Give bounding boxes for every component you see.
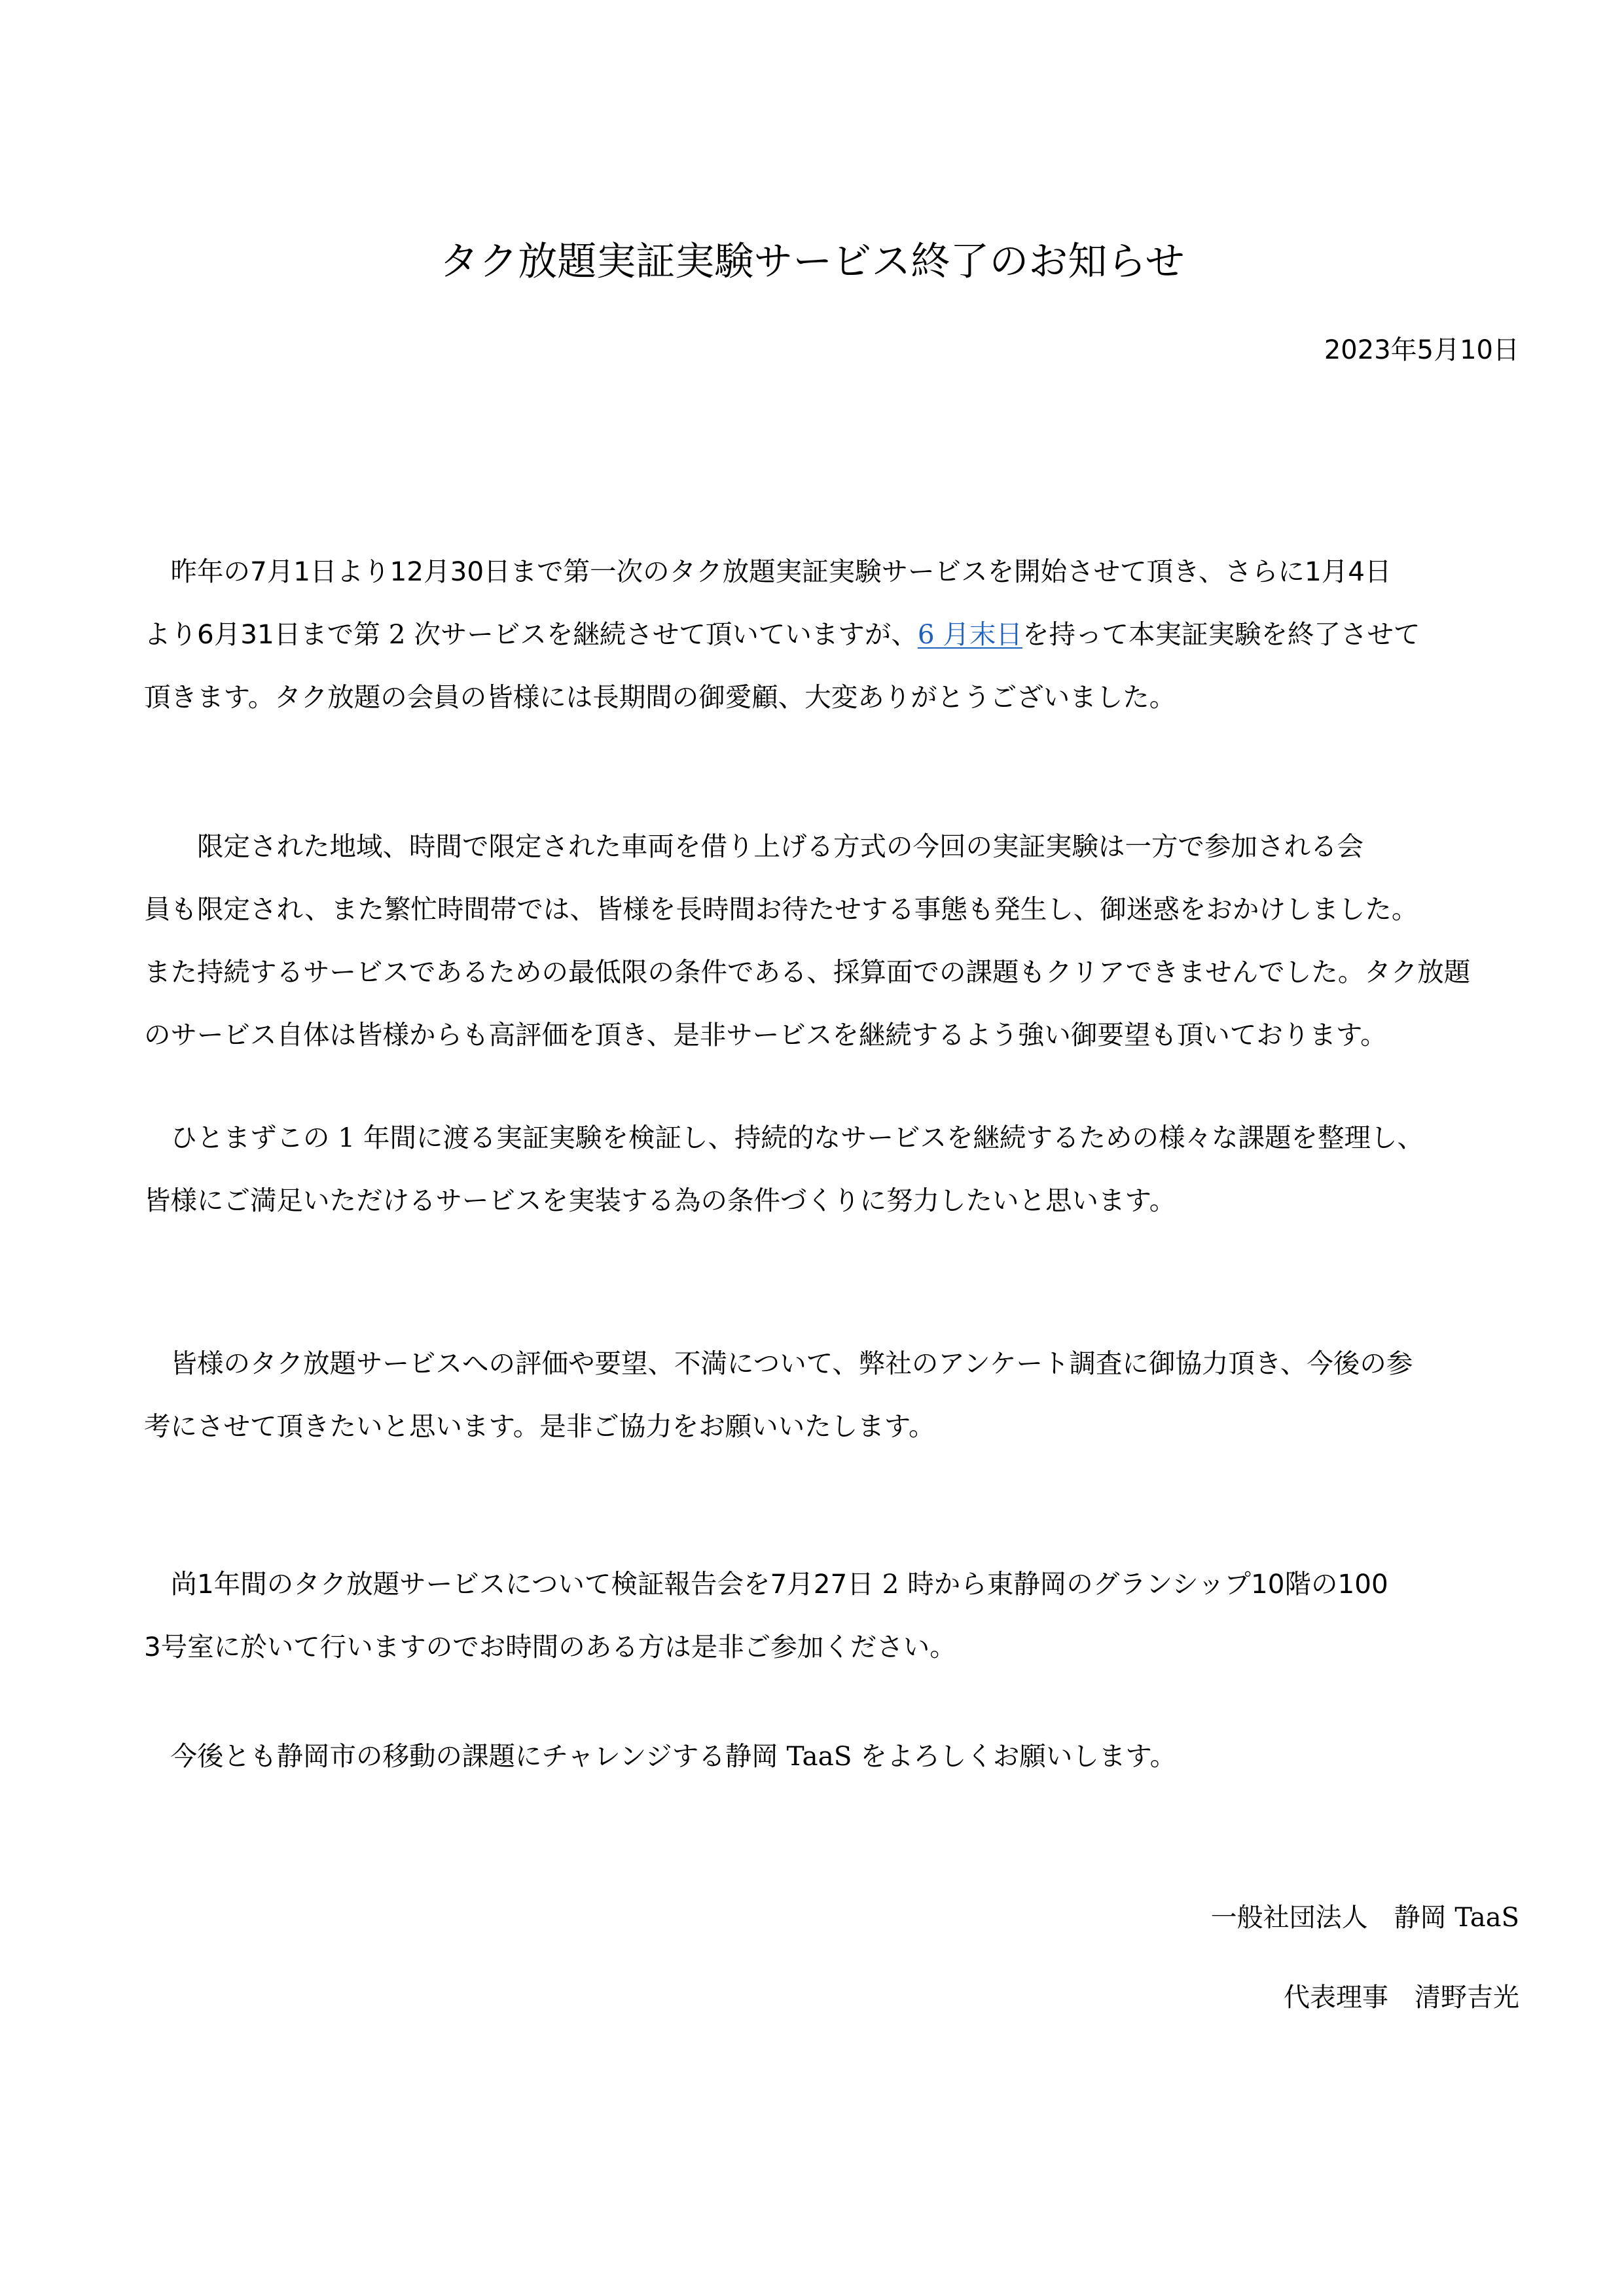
paragraph-line: また持続するサービスであるための最低限の条件である、採算面での課題もクリアできませんでした。タク放題 bbox=[144, 956, 1471, 988]
paragraph-line: 3号室に於いて行いますのでお時間のある方は是非ご参加ください。 bbox=[144, 1631, 956, 1662]
paragraph-line: 昨年の7月1日より12月30日まで第一次のタク放題実証実験サービスを開始させて頂き、さらに1月4日 bbox=[170, 556, 1392, 587]
paragraph-next-steps bbox=[144, 1106, 1512, 1232]
paragraph-line: ひとまずこの 1 年間に渡る実証実験を検証し、持続的なサービスを継続するための様々な課題を整理し、 bbox=[170, 1122, 1424, 1153]
paragraph-line: 尚1年間のタク放題サービスについて検証報告会を7月27日 2 時から東静岡のグランシップ10階の100 bbox=[170, 1568, 1388, 1600]
paragraph-reasons bbox=[144, 815, 1512, 1066]
signature-representative: 代表理事 清野吉光 bbox=[1284, 1982, 1519, 2013]
paragraph-line: より6月31日まで第 2 次サービスを継続させて頂いていますが、6 月末日を持って本実証実験を終了させて bbox=[144, 619, 1420, 650]
paragraph-line: のサービス自体は皆様からも高評価を頂き、是非サービスを継続するよう強い御要望も頂いております。 bbox=[144, 1019, 1387, 1050]
paragraph-line: 考にさせて頂きたいと思います。是非ご協力をお願いいたします。 bbox=[144, 1410, 935, 1442]
paragraph-survey bbox=[144, 1332, 1512, 1458]
paragraph-line: 員も限定され、また繁忙時間帯では、皆様を長時間お待たせする事態も発生し、御迷惑をおかけしました。 bbox=[144, 893, 1418, 925]
end-of-june-link[interactable]: 6 月末日 bbox=[917, 619, 1022, 650]
paragraph-line: 今後とも静岡市の移動の課題にチャレンジする静岡 TaaS をよろしくお願いします。 bbox=[170, 1740, 1177, 1772]
paragraph-closing bbox=[144, 1725, 1512, 1787]
paragraph-line: 皆様のタク放題サービスへの評価や要望、不満について、弊社のアンケート調査に御協力頂き、今後の参 bbox=[170, 1348, 1413, 1379]
paragraph-line: 頂きます。タク放題の会員の皆様には長期間の御愛顧、大変ありがとうございました。 bbox=[144, 681, 1176, 713]
paragraph-line: 限定された地域、時間で限定された車両を借り上げる方式の今回の実証実験は一方で参加される会 bbox=[197, 831, 1363, 862]
paragraph-report-meeting bbox=[144, 1552, 1512, 1678]
document-title: タク放題実証実験サービス終了のお知らせ bbox=[439, 239, 1185, 285]
paragraph-announcement bbox=[144, 540, 1512, 728]
signature-organization: 一般社団法人 静岡 TaaS bbox=[1210, 1903, 1519, 1933]
document-date: 2023年5月10日 bbox=[1324, 335, 1519, 365]
paragraph-line: 皆様にご満足いただけるサービスを実装する為の条件づくりに努力したいと思います。 bbox=[144, 1185, 1176, 1216]
